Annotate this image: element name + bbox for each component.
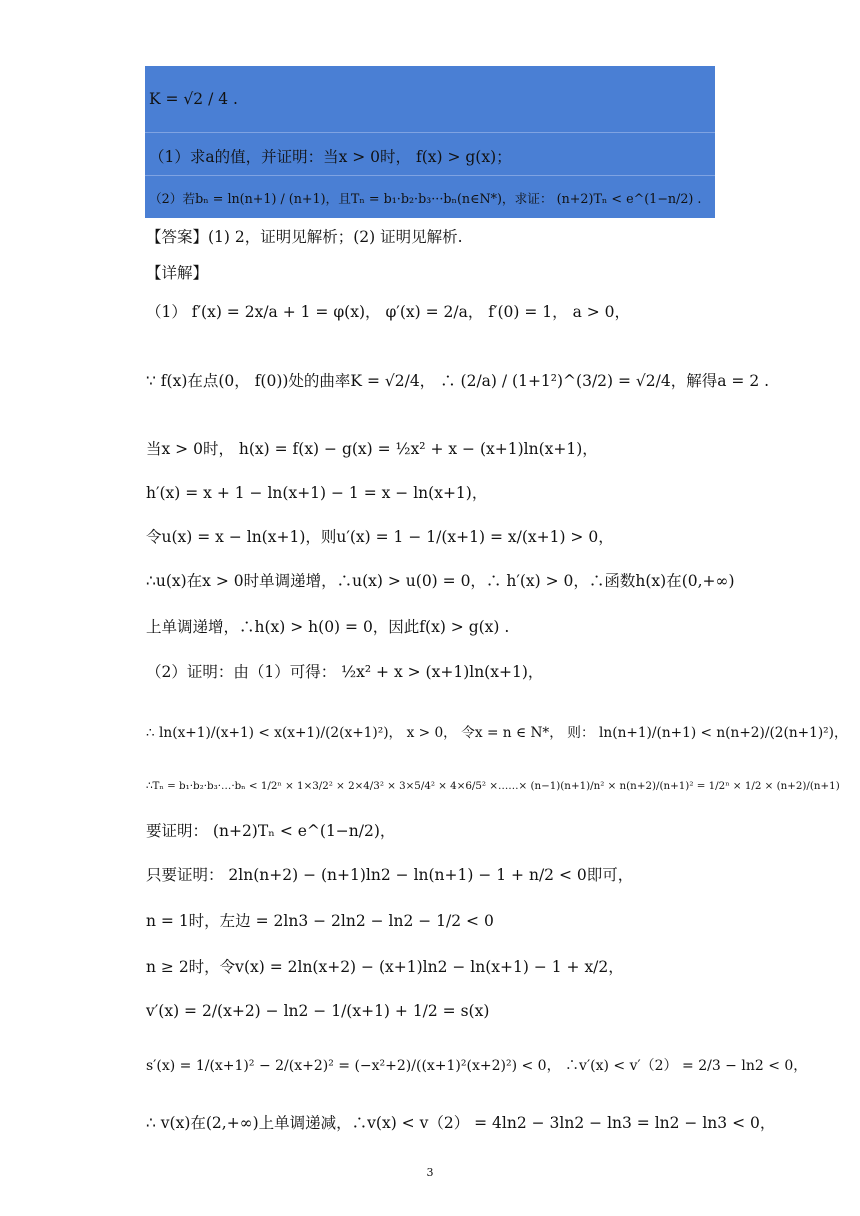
solution-line: ∴u(x)在x > 0时单调递增，∴u(x) > u(0) = 0，∴ h′(x) > 0，∴函数h(x)在(0,+∞) <box>146 572 735 590</box>
solution-line: 当x > 0时， h(x) = f(x) − g(x) = ½x² + x − (x+1)ln(x+1)， <box>146 440 598 458</box>
solution-line: （2）证明：由（1）可得： ½x² + x > (x+1)ln(x+1)， <box>146 663 544 681</box>
solution-line: n ≥ 2时，令v(x) = 2ln(x+2) − (x+1)ln2 − ln(x+1) − 1 + x/2， <box>146 958 624 976</box>
solution-line: ∴ ln(x+1)/(x+1) < x(x+1)/(2(x+1)²)， x > 0， 令x = n ∈ N*， 则： ln(n+1)/(n+1) < n(n+2)/(2(n+1)²)， <box>146 725 848 741</box>
solution-line: （1） f′(x) = 2x/a + 1 = φ(x)， φ′(x) = 2/a， f′(0) = 1， a > 0， <box>146 303 631 321</box>
question-condition-row <box>145 66 715 132</box>
detail-heading: 【详解】 <box>146 264 209 282</box>
solution-line: 只要证明： 2ln(n+2) − (n+1)ln2 − ln(n+1) − 1 + n/2 < 0即可， <box>146 866 634 884</box>
solution-line: h′(x) = x + 1 − ln(x+1) − 1 = x − ln(x+1)， <box>146 484 488 502</box>
question-condition: K = √2 / 4 . <box>149 90 238 108</box>
solution-line: s′(x) = 1/(x+1)² − 2/(x+2)² = (−x²+2)/((x+1)²(x+2)²) < 0， ∴v′(x) < v′（2） = 2/3 − ln2 < 0， <box>146 1058 808 1074</box>
question-part1-row <box>145 132 715 176</box>
solution-line: 要证明： (n+2)Tₙ < e^(1−n/2)， <box>146 822 396 840</box>
answer-line: 【答案】(1) 2，证明见解析；(2) 证明见解析. <box>146 228 463 246</box>
question-part2-row <box>145 175 715 219</box>
solution-line: n = 1时，左边 = 2ln3 − 2ln2 − ln2 − 1/2 < 0 <box>146 912 494 930</box>
question-part1: （1）求a的值，并证明：当x > 0时， f(x) > g(x)； <box>149 148 512 166</box>
question-box <box>145 66 715 218</box>
solution-line: ∴ v(x)在(2,+∞)上单调递减，∴v(x) < v（2） = 4ln2 − 3ln2 − ln3 = ln2 − ln3 < 0， <box>146 1114 776 1132</box>
question-part2: （2）若bₙ = ln(n+1) / (n+1)，且Tₙ = b₁·b₂·b₃···bₙ(n∈N*)，求证： (n+2)Tₙ < e^(1−n/2) . <box>149 191 702 206</box>
solution-line: v′(x) = 2/(x+2) − ln2 − 1/(x+1) + 1/2 = s(x) <box>146 1002 490 1020</box>
page-number: 3 <box>426 1166 434 1179</box>
solution-line: ∵ f(x)在点(0， f(0))处的曲率K = √2/4， ∴ (2/a) / (1+1²)^(3/2) = √2/4，解得a = 2 . <box>146 372 770 390</box>
solution-line: ∴Tₙ = b₁·b₂·b₃·…·bₙ < 1/2ⁿ × 1×3/2² × 2×4/3² × 3×5/4² × 4×6/5² ×……× (n−1)(n+1)/n² × n(n+2)/(n+1)² = 1/2ⁿ × 1/2 × (n+2)/(n+1) <box>146 780 840 792</box>
solution-line: 上单调递增，∴h(x) > h(0) = 0，因此f(x) > g(x) . <box>146 618 510 636</box>
solution-line: 令u(x) = x − ln(x+1)，则u′(x) = 1 − 1/(x+1) = x/(x+1) > 0， <box>146 528 614 546</box>
